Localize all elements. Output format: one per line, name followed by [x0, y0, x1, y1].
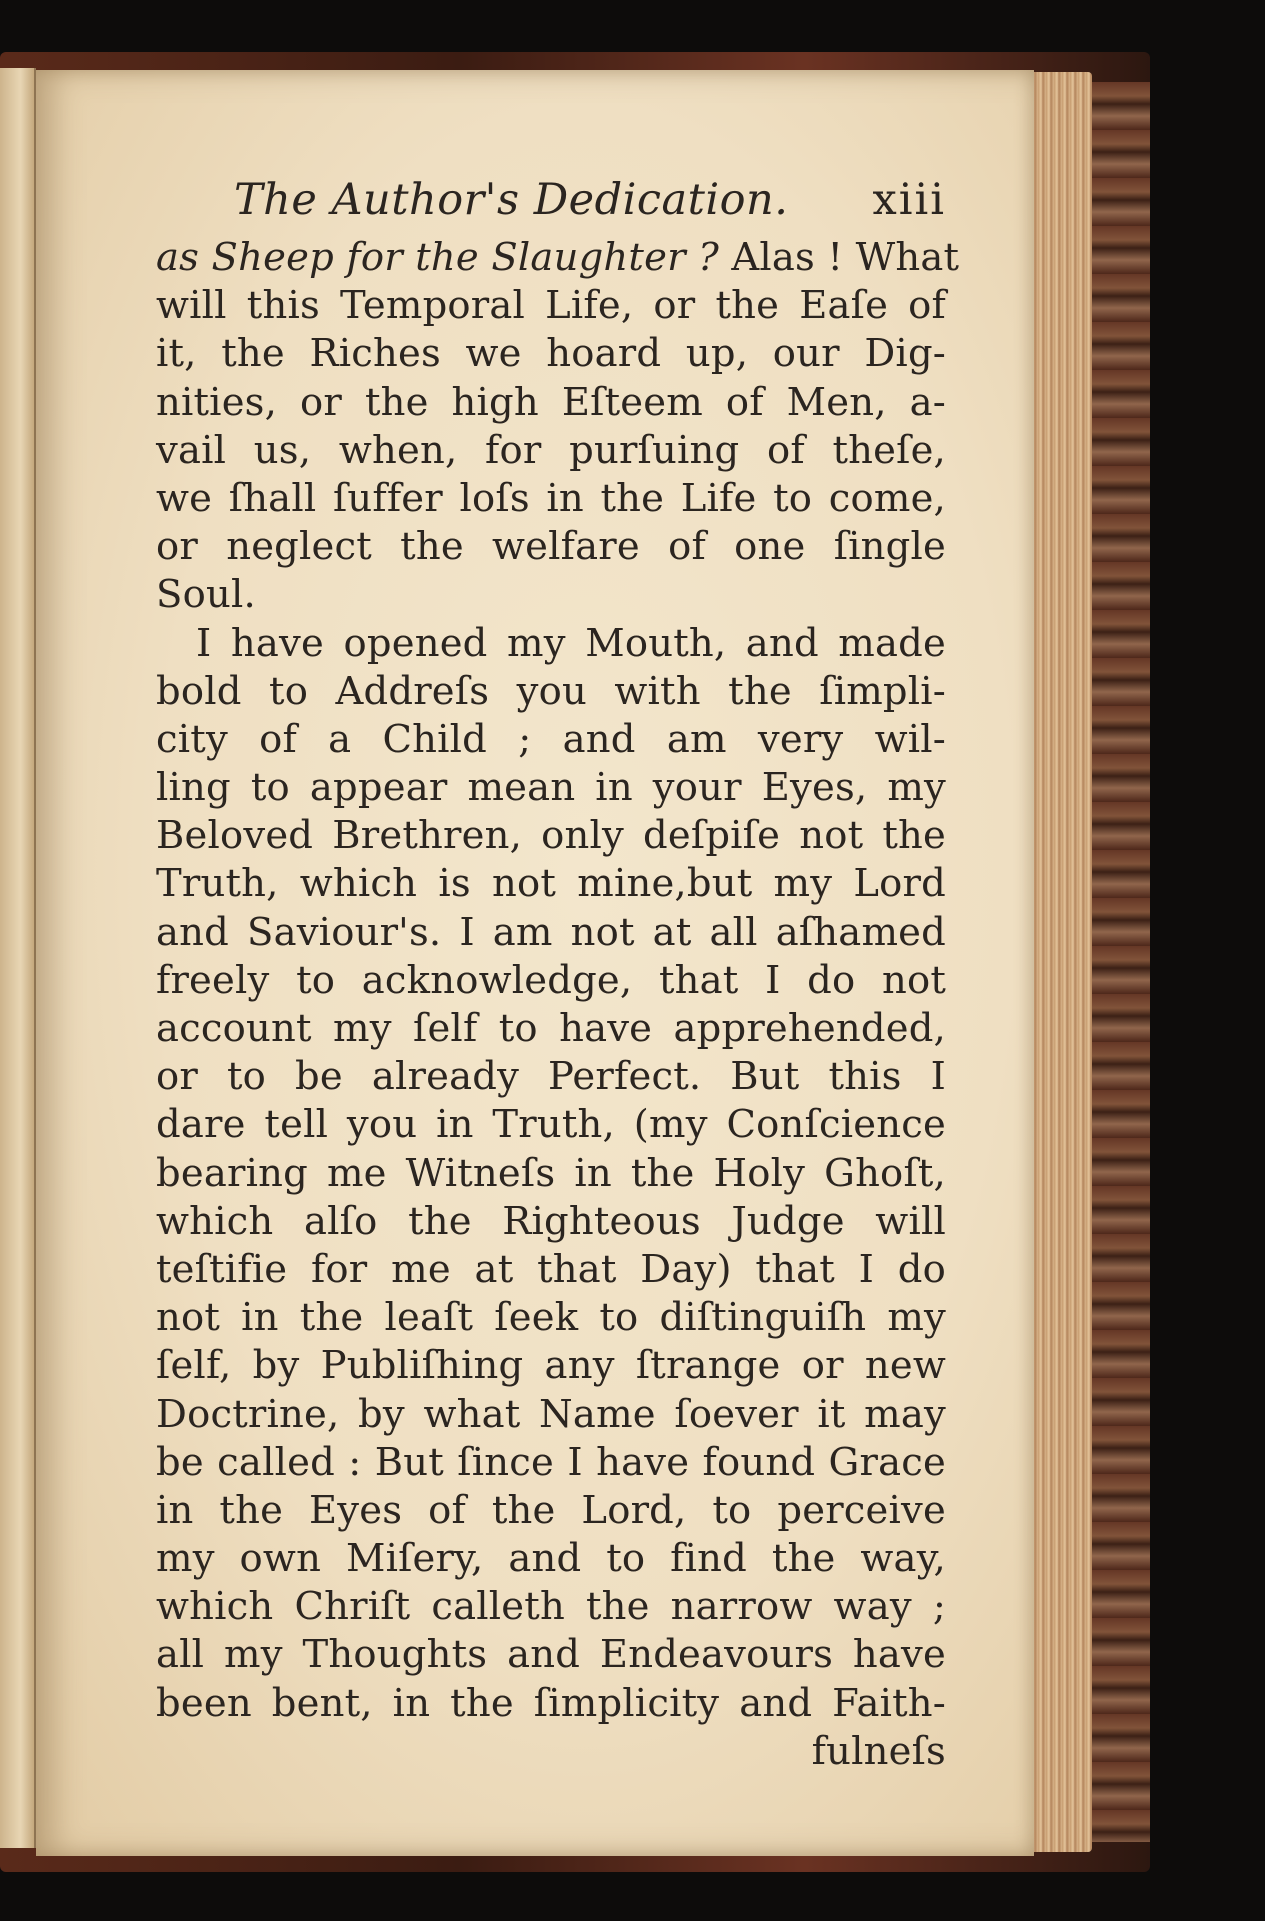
text-line: my own Miſery, and to find the way,	[156, 1536, 946, 1582]
text-line: vail us, when, for purſuing of theſe,	[156, 427, 946, 473]
text-line: nities, or the high Eſteem of Men, a-	[156, 379, 946, 425]
text-line	[156, 234, 960, 282]
text-fragment: Alas ! What	[718, 235, 960, 280]
text-line: account my ſelf to have apprehended,	[156, 1006, 946, 1051]
text-line: and Saviour's. I am not at all aſhamed	[156, 909, 946, 955]
text-line: Soul.	[156, 572, 256, 618]
text-line: in the Eyes of the Lord, to perceive	[156, 1487, 946, 1533]
text-line: teſtifie for me at that Day) that I do	[156, 1246, 946, 1292]
italic-phrase: as Sheep for the Slaughter ?	[156, 235, 719, 280]
facing-page-edge	[0, 68, 36, 1848]
text-line: or to be already Perfect. But this I	[156, 1054, 946, 1100]
body-text	[156, 234, 960, 1776]
text-line: bold to Addreſs you with the ſimpli-	[156, 668, 946, 714]
text-line: Doctrine, by what Name ſoever it may	[156, 1391, 946, 1437]
text-line: be called : But ſince I have found Grace	[156, 1439, 946, 1485]
text-line: Truth, which is not mine,but my Lord	[156, 861, 946, 907]
paragraph-first-line: I have opened my Mouth, and made	[196, 620, 946, 666]
book-page	[36, 70, 1034, 1856]
text-line: city of a Child ; and am very wil-	[156, 716, 946, 762]
running-title: The Author's Dedication.	[234, 175, 789, 225]
text-line: which Chriſt calleth the narrow way ;	[156, 1584, 946, 1630]
running-head	[156, 170, 946, 232]
page-number: xiii	[872, 175, 946, 225]
text-line: all my Thoughts and Endeavours have	[156, 1632, 946, 1678]
page-edges	[1030, 72, 1092, 1852]
text-line: freely to acknowledge, that I do not	[156, 957, 946, 1003]
text-line: not in the leaſt ſeek to diſtinguiſh my	[156, 1295, 946, 1341]
text-line: it, the Riches we hoard up, our Dig-	[156, 331, 946, 377]
text-line: ſelf, by Publiſhing any ſtrange or new	[156, 1343, 946, 1389]
text-line: been bent, in the ſimplicity and Faith-	[156, 1680, 946, 1726]
text-line: which alſo the Righteous Judge will	[156, 1198, 946, 1244]
text-line: or neglect the welfare of one ſingle	[156, 524, 946, 570]
text-line: will this Temporal Life, or the Eaſe of	[156, 283, 946, 329]
catchword: fulneſs	[811, 1728, 946, 1774]
text-line: Beloved Brethren, only deſpiſe not the	[156, 813, 946, 859]
text-line: bearing me Witneſs in the Holy Ghoſt,	[156, 1150, 946, 1196]
text-line: we ſhall ſuffer loſs in the Life to come,	[156, 475, 946, 521]
text-block	[156, 170, 960, 1776]
text-line: dare tell you in Truth, (my Conſcience	[156, 1102, 946, 1148]
text-line: ling to appear mean in your Eyes, my	[156, 765, 946, 811]
